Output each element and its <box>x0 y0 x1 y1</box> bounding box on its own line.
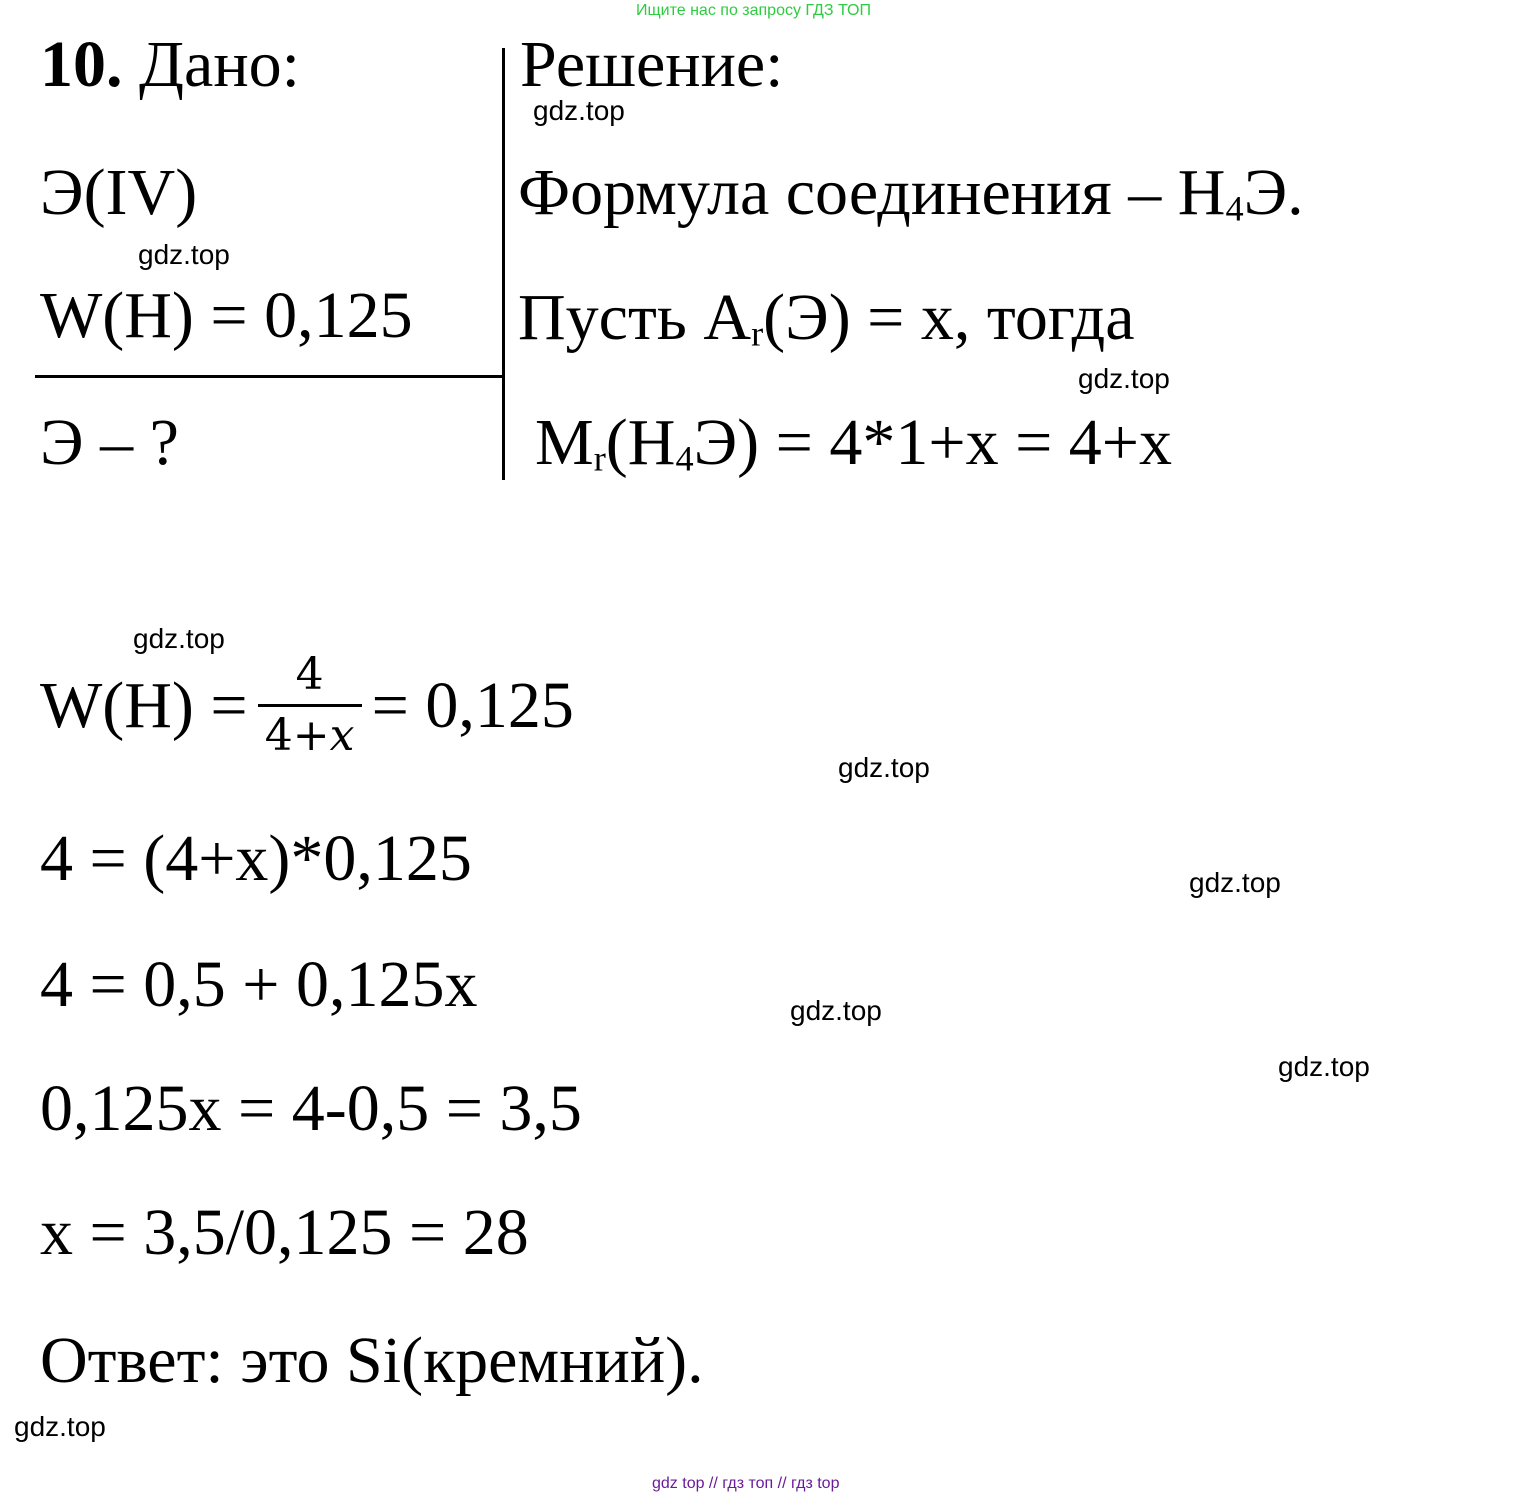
mr-prefix: M <box>535 406 594 479</box>
watermark: gdz.top <box>1189 867 1281 898</box>
step-1: 4 = (4+x)*0,125 <box>40 822 472 895</box>
let-subscript: r <box>751 313 764 354</box>
watermark: gdz.top <box>1078 363 1170 394</box>
step-3: 0,125x = 4-0,5 = 3,5 <box>40 1072 582 1145</box>
problem-number: 10. <box>40 28 123 101</box>
formula-suffix: Э. <box>1243 156 1304 229</box>
compound-formula-line <box>518 156 1304 229</box>
watermark: gdz.top <box>138 239 230 270</box>
mr-mid: (H <box>605 406 676 479</box>
watermark: gdz.top <box>133 623 225 654</box>
formula-prefix: Формула соединения – H <box>518 156 1226 229</box>
molar-mass-line <box>535 406 1173 479</box>
fraction-denominator <box>261 707 359 762</box>
footer-links[interactable]: gdz top // гдз топ // гдз top <box>652 1475 840 1492</box>
horizontal-divider <box>35 375 504 378</box>
given-valence: Э(IV) <box>40 156 198 229</box>
mr-subscript-r: r <box>593 438 606 479</box>
given-mass-fraction: W(H) = 0,125 <box>40 279 413 352</box>
let-prefix: Пусть A <box>518 281 752 354</box>
fraction-numerator: 4 <box>295 649 324 700</box>
mass-fraction-equation <box>40 649 574 762</box>
find-element: Э – ? <box>40 406 179 479</box>
vertical-divider <box>502 48 505 480</box>
formula-subscript: 4 <box>1225 188 1244 229</box>
let-suffix: (Э) = x, тогда <box>763 281 1135 354</box>
denominator-prefix: 4+ <box>264 710 330 762</box>
fraction <box>258 649 362 762</box>
equation-rhs: = 0,125 <box>371 668 574 742</box>
denominator-variable: x <box>329 710 355 762</box>
mr-subscript-4: 4 <box>675 438 694 479</box>
answer: Ответ: это Si(кремний). <box>40 1324 704 1397</box>
solution-title: Решение: <box>520 28 784 101</box>
step-4: x = 3,5/0,125 = 28 <box>40 1196 529 1269</box>
top-banner[interactable]: Ищите нас по запросу ГДЗ ТОП <box>636 2 871 19</box>
mr-suffix: Э) = 4*1+x = 4+x <box>693 406 1173 479</box>
given-title: Дано: <box>139 28 300 101</box>
equation-lhs: W(H) = <box>40 668 248 742</box>
problem-header <box>40 28 300 101</box>
step-2: 4 = 0,5 + 0,125x <box>40 948 478 1021</box>
watermark: gdz.top <box>14 1411 106 1442</box>
watermark: gdz.top <box>838 752 930 783</box>
let-line <box>518 281 1135 354</box>
watermark: gdz.top <box>1278 1051 1370 1082</box>
watermark: gdz.top <box>533 95 625 126</box>
watermark: gdz.top <box>790 995 882 1026</box>
